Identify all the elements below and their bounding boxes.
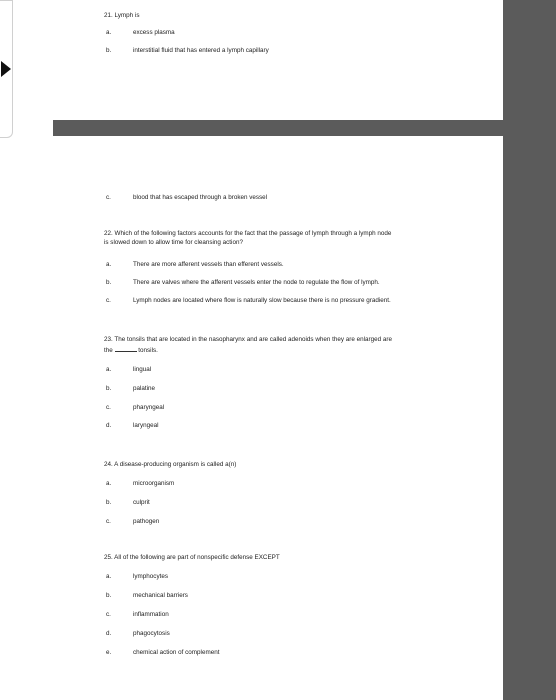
- option-letter: a.: [106, 480, 112, 487]
- option-letter: e.: [106, 649, 112, 656]
- option-letter: c.: [106, 404, 111, 411]
- option-letter: c.: [106, 297, 111, 304]
- document-page-2: [53, 136, 503, 700]
- option-text: inflammation: [133, 611, 169, 618]
- option-letter: b.: [106, 385, 112, 392]
- question-25: 25. All of the following are part of nonspecific defense EXCEPT: [104, 554, 280, 561]
- question-23-line1: 23. The tonsils that are located in the nasopharynx and are called adenoids when they are enlarged are: [104, 336, 392, 343]
- question-22-line1: 22. Which of the following factors accounts for the fact that the passage of lymph through a lymph node: [104, 230, 392, 237]
- document-page-1: [53, 0, 503, 120]
- option-text: chemical action of complement: [133, 649, 220, 656]
- option-letter: b.: [106, 279, 112, 286]
- option-letter: d.: [106, 422, 112, 429]
- option-text: culprit: [133, 499, 150, 506]
- question-23-suffix: tonsils.: [138, 347, 158, 354]
- option-text: There are more afferent vessels than efferent vessels.: [133, 261, 284, 268]
- option-text: laryngeal: [133, 422, 159, 429]
- option-text: interstitial fluid that has entered a lymph capillary: [133, 47, 269, 54]
- side-panel-tab[interactable]: [0, 0, 13, 138]
- option-text: blood that has escaped through a broken vessel: [133, 194, 268, 201]
- option-text: mechanical barriers: [133, 592, 188, 599]
- option-text: lingual: [133, 366, 152, 373]
- expand-arrow-icon[interactable]: [1, 61, 11, 77]
- option-letter: a.: [106, 366, 112, 373]
- option-letter: d.: [106, 630, 112, 637]
- option-text: Lymph nodes are located where flow is naturally slow because there is no pressure gradient.: [133, 297, 391, 304]
- option-letter: c.: [106, 194, 111, 201]
- question-22-line2: is slowed down to allow time for cleansing action?: [104, 239, 243, 246]
- question-23-line2: [104, 345, 464, 355]
- question-24: 24. A disease-producing organism is called a(n): [104, 461, 237, 468]
- option-letter: b.: [106, 592, 112, 599]
- option-letter: a.: [106, 573, 112, 580]
- question-23-prefix: the: [104, 347, 113, 354]
- option-letter: a.: [106, 29, 112, 36]
- option-text: There are valves where the afferent vessels enter the node to regulate the flow of lymph.: [133, 279, 380, 286]
- option-text: phagocytosis: [133, 630, 170, 637]
- option-text: microorganism: [133, 480, 175, 487]
- option-text: excess plasma: [133, 29, 175, 36]
- option-letter: c.: [106, 518, 111, 525]
- question-21: 21. Lymph is: [104, 12, 140, 19]
- option-text: pathogen: [133, 518, 160, 525]
- option-text: pharyngeal: [133, 404, 165, 411]
- answer-blank: [115, 345, 137, 352]
- option-letter: b.: [106, 47, 112, 54]
- option-text: palatine: [133, 385, 156, 392]
- option-letter: c.: [106, 611, 111, 618]
- option-letter: b.: [106, 499, 112, 506]
- option-letter: a.: [106, 261, 112, 268]
- option-text: lymphocytes: [133, 573, 168, 580]
